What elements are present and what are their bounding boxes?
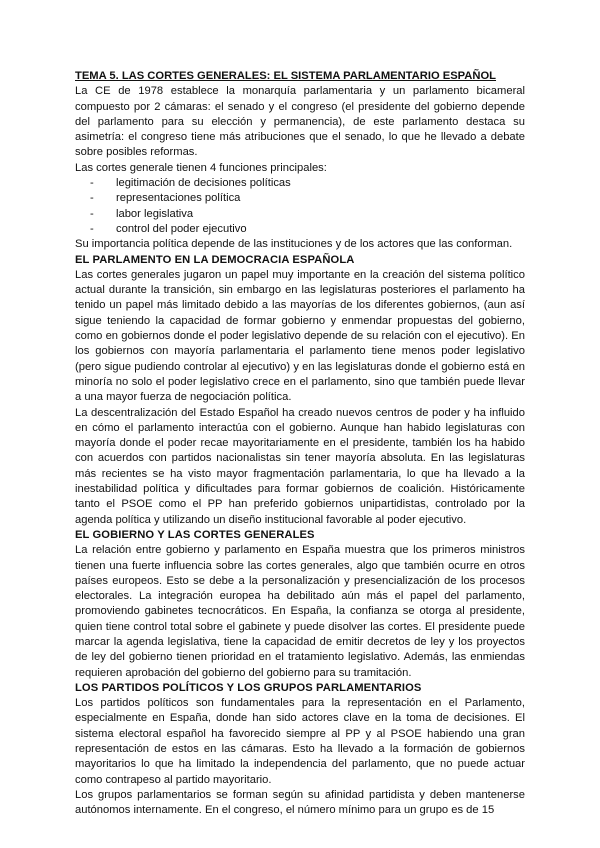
section-heading-parlamento: EL PARLAMENTO EN LA DEMOCRACIA ESPAÑOLA	[75, 253, 355, 266]
list-item: - control del poder ejecutivo	[90, 222, 525, 237]
document-page	[75, 69, 525, 819]
section1-paragraph-2: La descentralización del Estado Español ha creado nuevos centros de poder y ha influido en cómo el parlamento interactúa con el gobierno. Aunque han habido legislaturas con mayoría donde el poder recae mayoritariamente en el presidente, también los ha habido con acuerdos con partidos nacionalistas sin tener mayoría absoluta. En las legislaturas más recientes se ha visto mayor fragmentación parlamentaria, lo que ha llevado a la inestabilidad política y dificultades para formar gobiernos de coalición. Históricamente tanto el PSOE como el PP han preferido gobiernos unipartidistas, controlado por la agenda política y utilizando un diseño institucional favorable al poder ejecutivo.	[75, 406, 525, 526]
document-title: TEMA 5. LAS CORTES GENERALES: EL SISTEMA PARLAMENTARIO ESPAÑOL	[75, 70, 497, 82]
functions-list	[75, 176, 525, 237]
section1-paragraph-1: Las cortes generales jugaron un papel muy importante en la creación del sistema político actual durante la transición, sin embargo en las legislaturas posteriores el parlamento ha tenido un papel más limitado debido a las mayorías de los diferentes gobiernos, (aun así sigue teniendo la capacidad de formar gobierno y enmendar propuestas del gobierno, como en gobiernos donde el poder legislativo depende de su relación con el ejecutivo). En los gobiernos con mayoría parlamentaria el parlamento tiene menos poder legislativo (pero sigue pudiendo controlar al ejecutivo) y en las legislaturas donde el gobierno está en minoría no solo el poder legislativo crece en el parlamento, sino que también puede llevar a una mayor fuerza de negociación política.	[75, 268, 525, 404]
list-item: - representaciones política	[90, 191, 525, 206]
section3-paragraph-1: Los partidos políticos son fundamentales para la representación en el Parlamento, especialmente en España, donde han sido actores clave en la toma de decisiones. El sistema electoral español ha favorecido siempre al PP y al PSOE habiendo una gran representación de estos en las cámaras. Esto ha llevado a la formación de gobiernos mayoritarios lo que ha limitado la independencia del parlamento, que no puede actuar como contrapeso al partido mayoritario.	[75, 697, 525, 786]
section2-paragraph-1: La relación entre gobierno y parlamento en España muestra que los primeros ministros tienen una fuerte influencia sobre las cortes generales, algo que también ocurre en otros países europeos. Esto se debe a la personalización y presencialización de los procesos electorales. La integración europea ha debilitado aún más el papel del parlamento, promoviendo gabinetes tecnocráticos. En España, la confianza se otorga al presidente, quien tiene control total sobre el gabinete y puede disolver las cortes. El presidente puede marcar la agenda legislativa, tiene la capacidad de emitir decretos de ley y los proyectos de ley del gobierno tienen prioridad en el tratamiento legislativo. Además, las enmiendas requieren aprobación del gobierno del gobierno para su tramitación.	[75, 544, 525, 679]
intro-paragraph-1: La CE de 1978 establece la monarquía parlamentaria y un parlamento bicameral compuesto por 2 cámaras: el senado y el congreso (el presidente del gobierno depende del parlamento para su elección y permanencia), de este parlamento destaca su asimetría: el congreso tiene más atribuciones que el senado, lo que he llevado a debate sobre posibles reformas.	[75, 85, 525, 159]
section-heading-partidos: LOS PARTIDOS POLÍTICOS Y LOS GRUPOS PARLAMENTARIOS	[75, 681, 422, 694]
list-item: - legitimación de decisiones políticas	[90, 176, 525, 191]
intro-paragraph-2: Las cortes generale tienen 4 funciones principales:	[75, 161, 327, 174]
intro-paragraph-3: Su importancia política depende de las instituciones y de los actores que las conforman.	[75, 238, 513, 251]
section3-paragraph-2: Los grupos parlamentarios se forman según su afinidad partidista y deben mantenerse autónomos internamente. En el congreso, el número mínimo para un grupo es de 15	[75, 788, 525, 817]
section-heading-gobierno: EL GOBIERNO Y LAS CORTES GENERALES	[75, 528, 315, 541]
list-item: - labor legislativa	[90, 207, 525, 222]
